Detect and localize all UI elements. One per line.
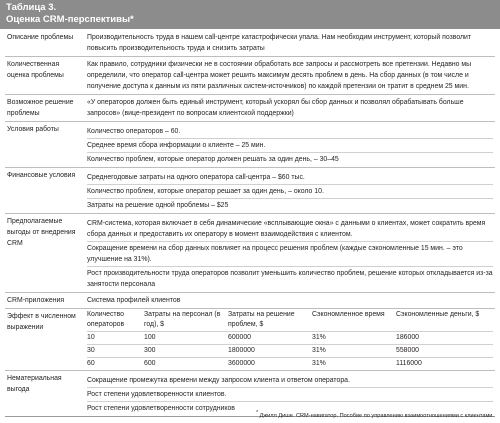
row-text: Количество проблем, которые оператор решает за один день, – около 10.	[87, 184, 493, 197]
subtable-header-cell: Затраты на персонал (в год), $	[144, 309, 228, 332]
effect-subtable	[87, 309, 493, 370]
subtable-cell: 300	[144, 345, 228, 358]
subtable-header-cell: Количество операторов	[87, 309, 144, 332]
row-value	[85, 168, 495, 213]
subtable-header-cell: Сэкономленное время	[312, 309, 396, 332]
subtable-row	[87, 358, 493, 371]
row-value	[85, 57, 495, 94]
row-text: Рост производительности труда операторов позволит уменьшить количество проблем, решение которых откладывается из-за занятости персонала	[87, 266, 493, 290]
subtable-header-row	[87, 309, 493, 332]
table-row	[5, 122, 495, 168]
table-row	[5, 95, 495, 122]
row-label: Количественная оценка проблемы	[7, 61, 64, 79]
subtable-cell: 31%	[312, 360, 326, 367]
row-text: Среднее время сбора информации о клиенте – 25 мин.	[87, 138, 493, 151]
row-text: Рост степени удовлетворенности клиентов.	[87, 387, 493, 400]
row-text: «У операторов должен быть единый инструмент, который ускорял бы сбор данных и позволял обрабатывать больше запросов» (вице-президент по вопросам клиентской поддержки)	[87, 99, 464, 117]
row-text: Рост степени удовлетворенности сотрудников	[87, 401, 493, 414]
table-title: Оценка CRM-перспективы*	[6, 14, 134, 25]
subtable-cell: 31%	[312, 345, 396, 358]
table-row	[5, 30, 495, 57]
subtable-cell: 1116000	[396, 360, 422, 367]
row-label: Финансовые условия	[7, 172, 76, 179]
row-text: Система профилей клиентов	[87, 297, 181, 304]
row-value	[85, 95, 495, 121]
row-value	[85, 309, 495, 370]
subtable-cell: 600	[144, 360, 156, 367]
table-row	[5, 293, 495, 309]
crm-assessment-table	[5, 30, 495, 417]
footnote-mark: *	[256, 410, 259, 416]
row-label: Предполагаемые выгоды от внедрения CRM	[7, 218, 76, 247]
table-row	[5, 57, 495, 95]
table-row	[5, 168, 495, 214]
row-label: Условия работы	[7, 126, 59, 133]
subtable-cell: 10	[87, 332, 144, 345]
subtable-cell: 100	[144, 332, 228, 345]
subtable-cell: 3600000	[228, 360, 255, 367]
row-label: CRM-приложения	[7, 297, 65, 304]
row-text: Количество операторов – 60.	[87, 128, 181, 135]
table-row	[5, 214, 495, 293]
row-text: Сокращение промежутка времени между запросом клиента и ответом оператора.	[87, 377, 350, 384]
row-label: Эффект в численном выражении	[7, 313, 76, 331]
row-text: Затраты на решение одной проблемы – $25	[87, 198, 493, 211]
row-text: Количество проблем, которые оператор должен решать за один день, – 30–45	[87, 152, 493, 165]
subtable-header-cell: Затраты на решение проблем, $	[228, 309, 312, 332]
row-text: CRM-система, которая включает в себя динамические «всплывающие окна» с данными о клиентах, может сократить время сбора данных и предоставить их оператору в момент взаимодействия с клиентом.	[87, 220, 486, 238]
row-value	[85, 293, 495, 308]
row-text: Как правило, сотрудники физически не в состоянии обработать все запросы и рассмотреть все претензии. Недавно мы определили, что оператор call-центра может решить максимум десять проблем в день. На сбор данных (в том числе и получение доступа к данным из пяти различных систем-источников) по каждой претензии он тратит в среднем 25 мин.	[87, 61, 472, 90]
subtable-cell: 558000	[396, 345, 493, 358]
footnote-text: Джилл Дише. CRM-навигатор. Пособие по управлению взаимоотношениями с клиентами.	[258, 412, 494, 419]
row-text: Производительность труда в нашем call-центре катастрофически упала. Нам необходим инструмент, который позволит повысить производительность труда и снизить затраты	[87, 34, 472, 52]
row-value	[85, 122, 495, 167]
row-label: Возможное решение проблемы	[7, 99, 74, 117]
subtable-cell: 600000	[228, 332, 312, 345]
row-text: Среднегодовые затраты на одного оператора call-центра – $60 тыс.	[87, 174, 305, 181]
subtable-row	[87, 345, 493, 358]
row-text: Сокращение времени на сбор данных повлияет на процесс решения проблем (каждые сэкономленные 15 мин. – это улучшение на 31%).	[87, 241, 493, 265]
subtable-cell: 1800000	[228, 345, 312, 358]
row-value	[85, 30, 495, 56]
subtable-header-cell: Сэкономленные деньги, $	[396, 309, 493, 332]
table-header-bar	[0, 0, 500, 29]
subtable-cell: 60	[87, 360, 95, 367]
subtable-cell: 186000	[396, 332, 493, 345]
table-number: Таблица 3.	[6, 2, 57, 13]
row-label: Описание проблемы	[7, 34, 74, 41]
row-value	[85, 214, 495, 292]
subtable-row	[87, 332, 493, 345]
subtable-cell: 30	[87, 345, 144, 358]
subtable-cell: 31%	[312, 332, 396, 345]
footnote	[256, 410, 494, 419]
table-row	[5, 309, 495, 371]
row-label: Нематериальная выгода	[7, 375, 62, 393]
